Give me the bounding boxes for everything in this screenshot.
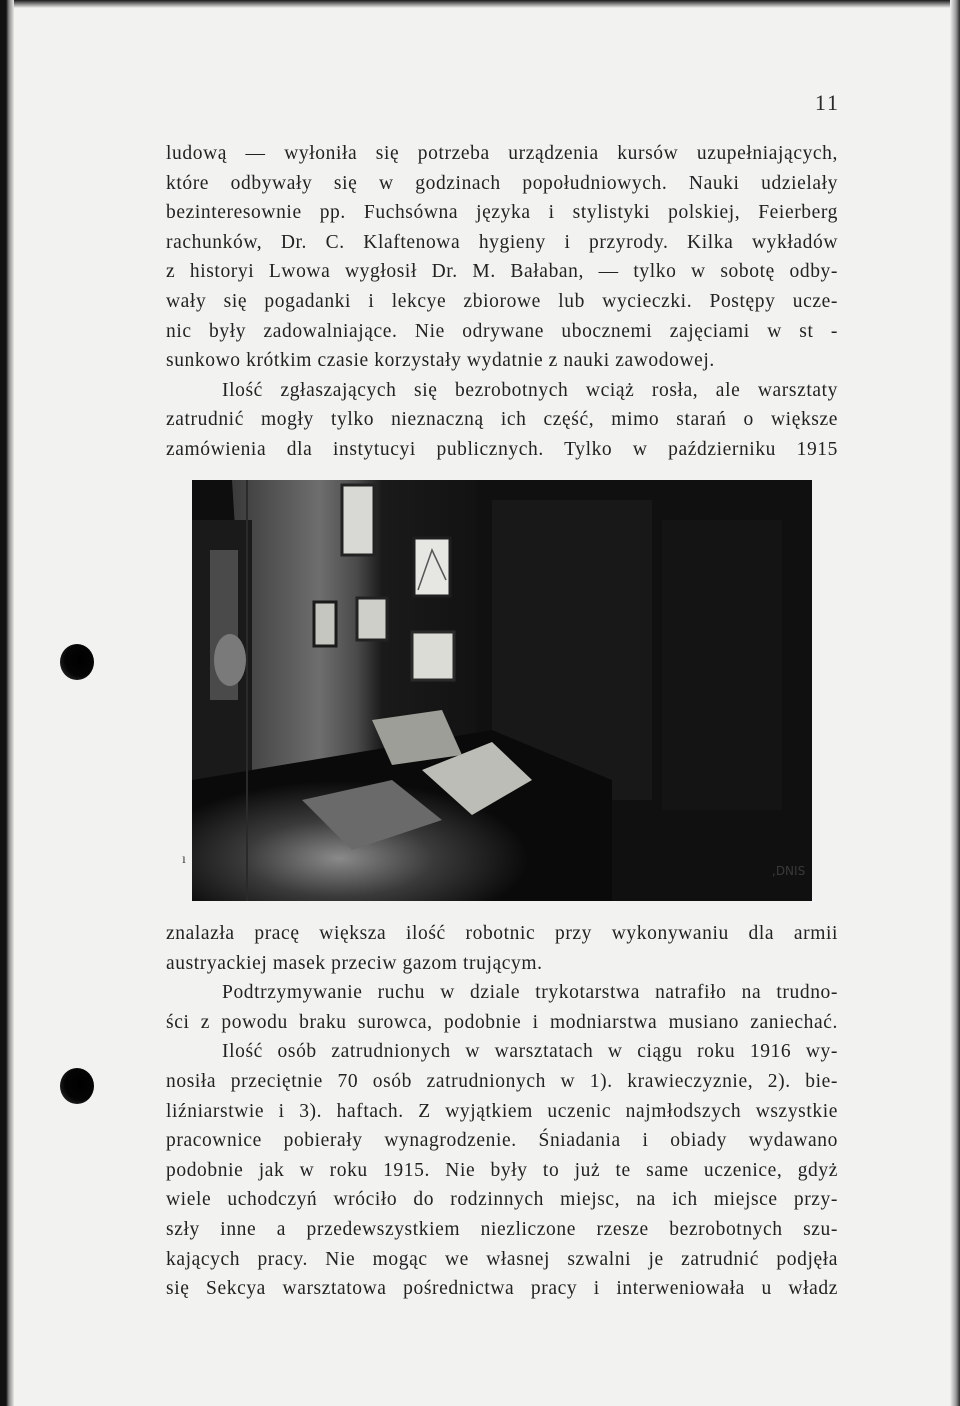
text-line: Ilość zgłaszających się bezrobotnych wciąż rosła, ale warsztaty — [222, 379, 838, 401]
text-line: sunkowo krótkim czasie korzystały wydatnie z nauki zawodowej. — [166, 350, 715, 372]
text-line: wiele uchodczyń wróciło do rodzinnych miejsc, na ich miejsce przy- — [166, 1189, 838, 1211]
workshop-photograph — [192, 480, 812, 901]
workshop-photo-image — [192, 480, 812, 901]
text-line: szły inne a przedewszystkiem niezliczone rzesze bezrobotnych szu- — [166, 1218, 838, 1240]
photo-corner-mark: ,DNIS — [772, 864, 806, 878]
text-line: nosiła przeciętnie 70 osób zatrudnionych w 1). krawieczyznie, 2). bie- — [166, 1070, 838, 1092]
text-line: znalazła pracę większa ilość robotnic przy wykonywaniu dla armii — [166, 923, 838, 944]
page-edge-top — [0, 0, 960, 8]
text-line: podobnie jak w roku 1915. Nie były to już te same uczenice, gdyż — [166, 1159, 838, 1181]
text-line: które odbywały się w godzinach popołudniowych. Nauki udzielały — [166, 172, 838, 194]
bottom-paragraph-block — [166, 919, 838, 1304]
text-line: się Sekcya warsztatowa pośrednictwa pracy i interweniowała u władz — [166, 1278, 838, 1300]
text-line: zamówienia dla instytucyi publicznych. Tylko w październiku 1915 — [166, 438, 838, 460]
text-line: ści z powodu braku surowca, podobnie i modniarstwa musiano zaniechać. — [166, 1011, 838, 1033]
text-line: Podtrzymywanie ruchu w dziale trykotarstwa natrafiło na trudno- — [222, 982, 838, 1004]
text-line: zatrudnić mogły tylko nieznaczną ich część, mimo starań o większe — [166, 409, 838, 431]
text-line: austryackiej masek przeciw gazom trującym. — [166, 952, 543, 974]
text-line: ludową — wyłoniła się potrzeba urządzenia kursów uzupełniających, — [166, 143, 838, 164]
page-edge-right — [950, 0, 960, 1406]
page-edge-left — [0, 0, 14, 1406]
punch-hole — [60, 644, 94, 680]
text-line: pracownice pobierały wynagrodzenie. Śniadania i obiady wydawano — [166, 1130, 838, 1152]
text-line: Ilość osób zatrudnionych w warsztatach w ciągu roku 1916 wy- — [222, 1041, 838, 1063]
text-line: rachunków, Dr. C. Klaftenowa hygieny i przyrody. Kilka wykładów — [166, 231, 838, 253]
text-line: z historyi Lwowa wygłosił Dr. M. Bałaban, — tylko w sobotę odby- — [166, 261, 838, 283]
text-line: wały się pogadanki i lekcye zbiorowe lub wycieczki. Postępy ucze- — [166, 290, 838, 312]
page-number: 11 — [814, 90, 840, 115]
text-line: bezinteresownie pp. Fuchsówna języka i stylistyki polskiej, Feierberg — [166, 202, 838, 224]
punch-hole — [60, 1068, 94, 1104]
text-line: kających pracy. Nie mogąc we własnej szwalni je zatrudnić podjęła — [166, 1248, 838, 1270]
top-paragraph-block — [166, 139, 838, 465]
text-line: liźniarstwie i 3). haftach. Z wyjątkiem uczenic najmłodszych wszystkie — [166, 1100, 838, 1122]
stray-mark: ı — [182, 852, 186, 867]
text-line: nic były zadowalniające. Nie odrywane ubocznemi zajęciami w st - — [166, 320, 838, 342]
